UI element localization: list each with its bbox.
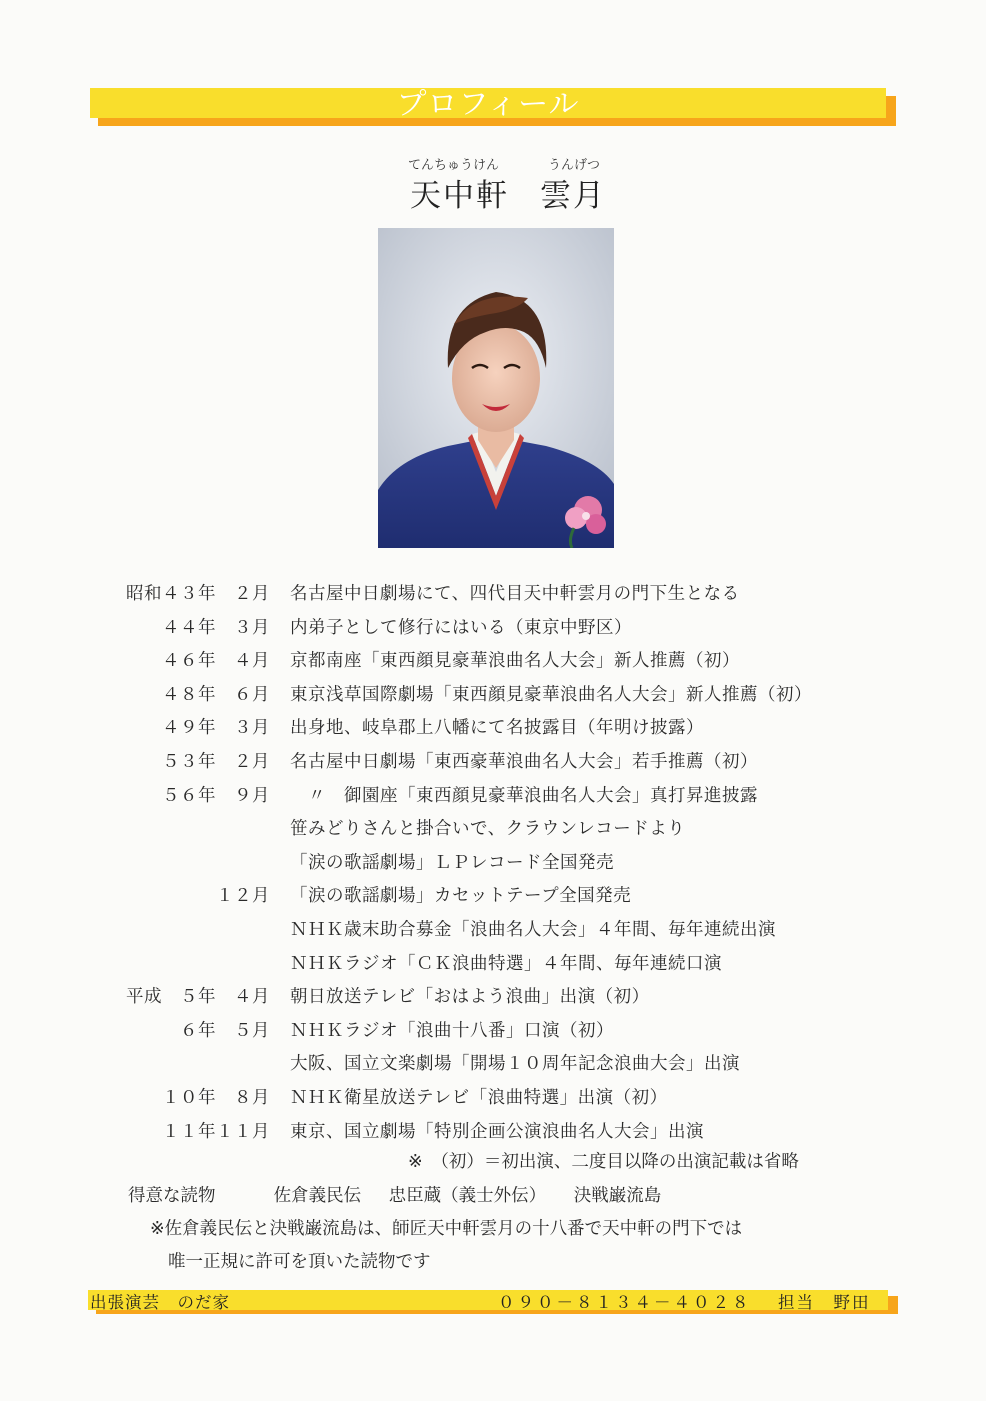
company-name: 出張演芸 のだ家 [90, 1293, 230, 1312]
timeline-date: １０年 ８月 [162, 1087, 270, 1108]
timeline-row [100, 847, 900, 881]
timeline-row [100, 712, 900, 746]
timeline-row [100, 813, 900, 847]
performer-name [380, 154, 620, 214]
timeline-date: ５３年 ２月 [162, 751, 270, 772]
timeline-row [100, 612, 900, 646]
timeline-text: 朝日放送テレビ「おはよう浪曲」出演（初） [290, 987, 650, 1008]
given-name: 雲月 [540, 178, 606, 214]
timeline-date: 昭和４３年 ２月 [126, 584, 270, 604]
timeline-row [100, 746, 900, 780]
timeline-text: 東京浅草国際劇場「東西顔見豪華浪曲名人大会」新人推薦（初） [290, 684, 812, 705]
timeline-text: ＮＨＫラジオ「浪曲十八番」口演（初） [290, 1020, 614, 1041]
timeline-row [100, 880, 900, 914]
timeline-date: ４６年 ４月 [162, 651, 270, 672]
timeline-date: ６年 ５月 [180, 1020, 270, 1041]
timeline-date: １１年１１月 [162, 1121, 270, 1142]
timeline-text: 名古屋中日劇場にて、四代目天中軒雲月の門下生となる [290, 584, 740, 604]
timeline-row [100, 1082, 900, 1116]
family-name-ruby: てんちゅうけん [408, 158, 500, 173]
favorite-repertoire [128, 1182, 683, 1207]
portrait-photo [378, 228, 614, 548]
timeline-row [100, 1116, 900, 1150]
timeline-row [100, 981, 900, 1015]
timeline-date: ５６年 ９月 [162, 785, 270, 806]
timeline-text: 名古屋中日劇場「東西豪華浪曲名人大会」若手推薦（初） [290, 751, 758, 772]
timeline-date: １２月 [216, 886, 270, 907]
timeline-date: ４９年 ３月 [162, 718, 270, 739]
timeline-text: ＮＨＫ歳末助合募金「浪曲名人大会」４年間、毎年連続出演 [290, 919, 776, 940]
timeline-text: 「涙の歌謡劇場」カセットテープ全国発売 [290, 886, 632, 907]
timeline-row [100, 578, 900, 612]
timeline-text: ＮＨＫ衛星放送テレビ「浪曲特選」出演（初） [290, 1087, 668, 1108]
timeline-row [100, 1048, 900, 1082]
timeline-text: 笹みどりさんと掛合いで、クラウンレコードより [290, 819, 686, 840]
page-title: プロフィール [396, 87, 580, 122]
favorites-label: 得意な読物 [128, 1186, 216, 1206]
career-timeline [100, 578, 900, 1149]
timeline-row [100, 948, 900, 982]
timeline-text: 〃 御園座「東西顔見豪華浪曲名人大会」真打昇進披露 [290, 785, 758, 806]
timeline-text: 「涙の歌謡劇場」ＬＰレコード全国発売 [290, 852, 614, 873]
timeline-row [100, 645, 900, 679]
timeline-text: 京都南座「東西顔見豪華浪曲名人大会」新人推薦（初） [290, 651, 740, 672]
timeline-row [100, 780, 900, 814]
timeline-text: 東京、国立劇場「特別企画公演浪曲名人大会」出演 [290, 1121, 704, 1142]
family-name: 天中軒 [410, 178, 509, 214]
timeline-row [100, 1015, 900, 1049]
timeline-date: ４４年 ３月 [162, 617, 270, 638]
remark-line-1: ※佐倉義民伝と決戦巌流島は、師匠天中軒雲月の十八番で天中軒の門下では [150, 1219, 743, 1239]
legend-note: ※ （初）＝初出演、二度目以降の出演記載は省略 [408, 1152, 799, 1172]
timeline-date: ４８年 ６月 [162, 684, 270, 705]
timeline-row [100, 914, 900, 948]
favorite-item: 決戦巌流島 [573, 1186, 662, 1206]
given-name-ruby: うんげつ [548, 158, 601, 173]
timeline-text: ＮＨＫラジオ「ＣＫ浪曲特選」４年間、毎年連続口演 [290, 953, 722, 974]
contact-person: 担当 野田 [778, 1293, 871, 1312]
phone-number: ０９０－８１３４－４０２８ [498, 1293, 752, 1312]
timeline-text: 出身地、岐阜郡上八幡にて名披露目（年明け披露） [290, 718, 704, 739]
timeline-text: 大阪、国立文楽劇場「開場１０周年記念浪曲大会」出演 [290, 1054, 740, 1075]
favorite-item: 忠臣蔵（義士外伝） [388, 1186, 547, 1206]
timeline-text: 内弟子として修行にはいる（東京中野区） [290, 617, 632, 638]
timeline-date: 平成 ５年 ４月 [126, 987, 270, 1008]
favorite-item: 佐倉義民伝 [273, 1186, 362, 1206]
title-banner [90, 88, 896, 126]
remark-line-2: 唯一正規に許可を頂いた読物です [168, 1252, 431, 1272]
timeline-row [100, 679, 900, 713]
footer-banner [88, 1290, 898, 1314]
